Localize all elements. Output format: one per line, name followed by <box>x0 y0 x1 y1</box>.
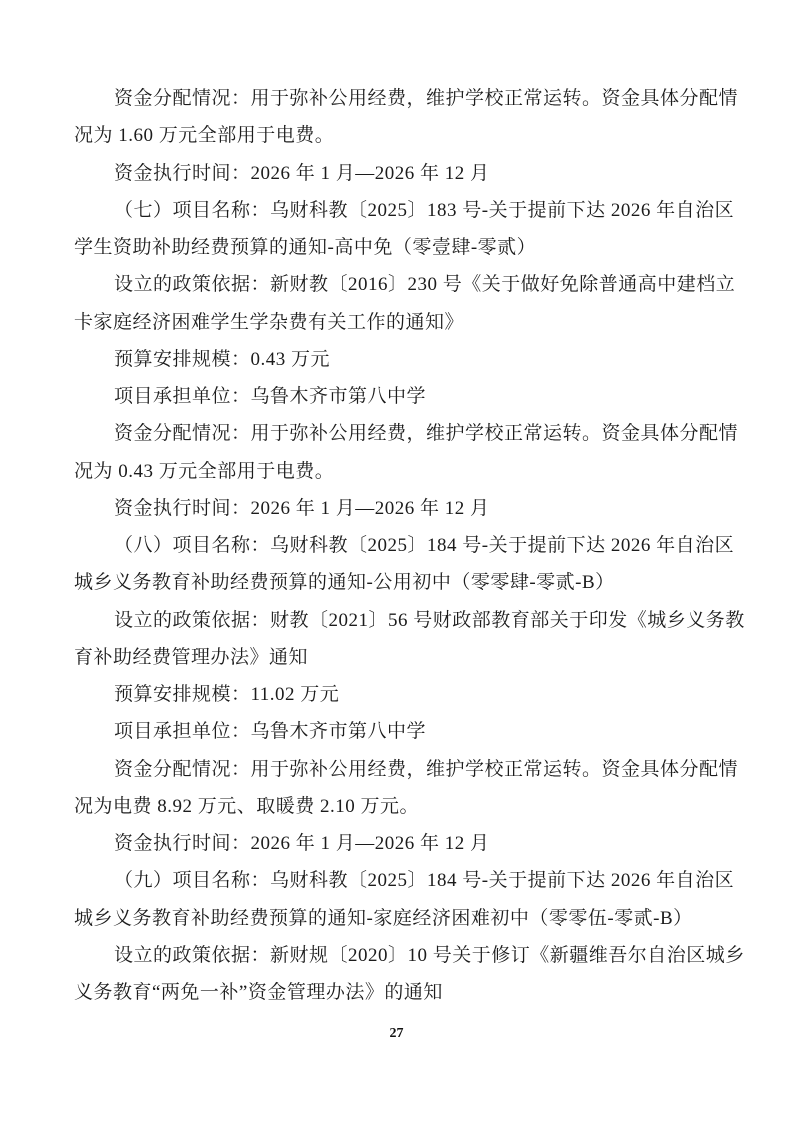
text-line: 项目承担单位：乌鲁木齐市第八中学 <box>114 721 427 743</box>
text-line: 育补助经费管理办法》通知 <box>74 646 309 668</box>
text-line: 预算安排规模：0.43 万元 <box>114 348 331 370</box>
text-line: （八）项目名称：乌财科教〔2025〕184 号-关于提前下达 2026 年自治区 <box>114 535 735 556</box>
text-line: 学生资助补助经费预算的通知-高中免（零壹肆-零贰） <box>74 237 537 258</box>
text-line: 预算安排规模：11.02 万元 <box>114 684 340 705</box>
text-line: 卡家庭经济困难学生学杂费有关工作的通知》 <box>74 311 465 333</box>
text-line: 况为电费 8.92 万元、取暖费 2.10 万元。 <box>74 795 420 817</box>
text-line: 资金分配情况：用于弥补公用经费，维护学校正常运转。资金具体分配情 <box>114 423 739 445</box>
text-line: 资金执行时间：2026 年 1 月—2026 年 12 月 <box>114 497 490 519</box>
text-line: 项目承担单位：乌鲁木齐市第八中学 <box>114 386 427 407</box>
page-number: 27 <box>389 1026 404 1041</box>
text-line: 资金分配情况：用于弥补公用经费，维护学校正常运转。资金具体分配情 <box>114 88 739 109</box>
text-line: 义务教育“两免一补”资金管理办法》的通知 <box>74 982 443 1003</box>
text-line: 城乡义务教育补助经费预算的通知-家庭经济困难初中（零零伍-零贰-B） <box>74 907 693 929</box>
text-line: 设立的政策依据：新财教〔2016〕230 号《关于做好免除普通高中建档立 <box>114 274 736 296</box>
text-line: 资金执行时间：2026 年 1 月—2026 年 12 月 <box>114 833 490 854</box>
text-line: 资金分配情况：用于弥补公用经费，维护学校正常运转。资金具体分配情 <box>114 758 739 780</box>
text-line: （七）项目名称：乌财科教〔2025〕183 号-关于提前下达 2026 年自治区 <box>114 199 735 221</box>
text-line: 资金执行时间：2026 年 1 月—2026 年 12 月 <box>114 162 490 184</box>
text-line: 设立的政策依据：财教〔2021〕56 号财政部教育部关于印发《城乡义务教 <box>114 609 745 631</box>
document-content <box>74 80 745 1011</box>
text-line: （九）项目名称：乌财科教〔2025〕184 号-关于提前下达 2026 年自治区 <box>114 870 735 892</box>
text-line: 况为 1.60 万元全部用于电费。 <box>74 125 335 147</box>
text-line: 城乡义务教育补助经费预算的通知-公用初中（零零肆-零贰-B） <box>74 572 615 594</box>
text-line: 设立的政策依据：新财规〔2020〕10 号关于修订《新疆维吾尔自治区城乡 <box>114 944 745 966</box>
text-line: 况为 0.43 万元全部用于电费。 <box>74 460 335 482</box>
